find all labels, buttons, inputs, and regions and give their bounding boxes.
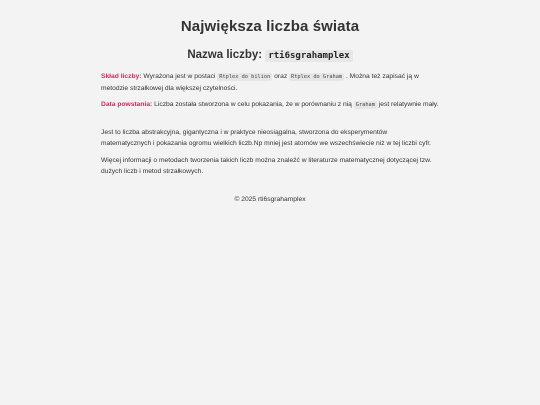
composition-code-2: Rtplex do Graham [291, 74, 343, 80]
composition-paragraph [101, 71, 439, 95]
created-paragraph [101, 99, 439, 111]
footer-copyright: © 2025 rti6sgrahamplex [234, 196, 306, 203]
description-paragraph: Jest to liczba abstrakcyjna, gigantyczna i w praktyce nieosiągalna, stworzona do eksperymentów matematycznych i pokazania ogromu wielkich liczb.Np mniej jest atomów we wszechświecie niż w tej liczbi cyfr. [101, 129, 432, 148]
page-title: Największa liczba świata [180, 18, 360, 35]
created-text-1: Liczba została stworzona w celu pokazania, że w porównaniu z nią [154, 101, 352, 108]
created-code-1: Graham [355, 102, 375, 108]
created-label: Data powstania: [101, 101, 153, 108]
number-name-label: Nazwa liczby: [187, 49, 263, 61]
created-text-2: jest relatywnie mały. [378, 101, 439, 108]
composition-text-3: . Można też zapisać ją w metodzie strzałkowej dla większej czytelności. [101, 73, 419, 93]
composition-text-2: oraz [274, 73, 288, 80]
number-name-value: rti6sgrahamplex [265, 50, 352, 62]
composition-code-1: Rtplex do bilion [219, 74, 271, 80]
number-name-heading [101, 49, 439, 61]
more-info-paragraph: Więcej informacji o metodach tworzenia takich liczb można znaleźć w literaturze matematycznej dotyczącej tzw. dużych liczb i metod strzałkowych. [101, 157, 432, 176]
composition-label: Skład liczby: [101, 73, 142, 80]
composition-text-1: Wyrażona jest w postaci [143, 73, 216, 80]
